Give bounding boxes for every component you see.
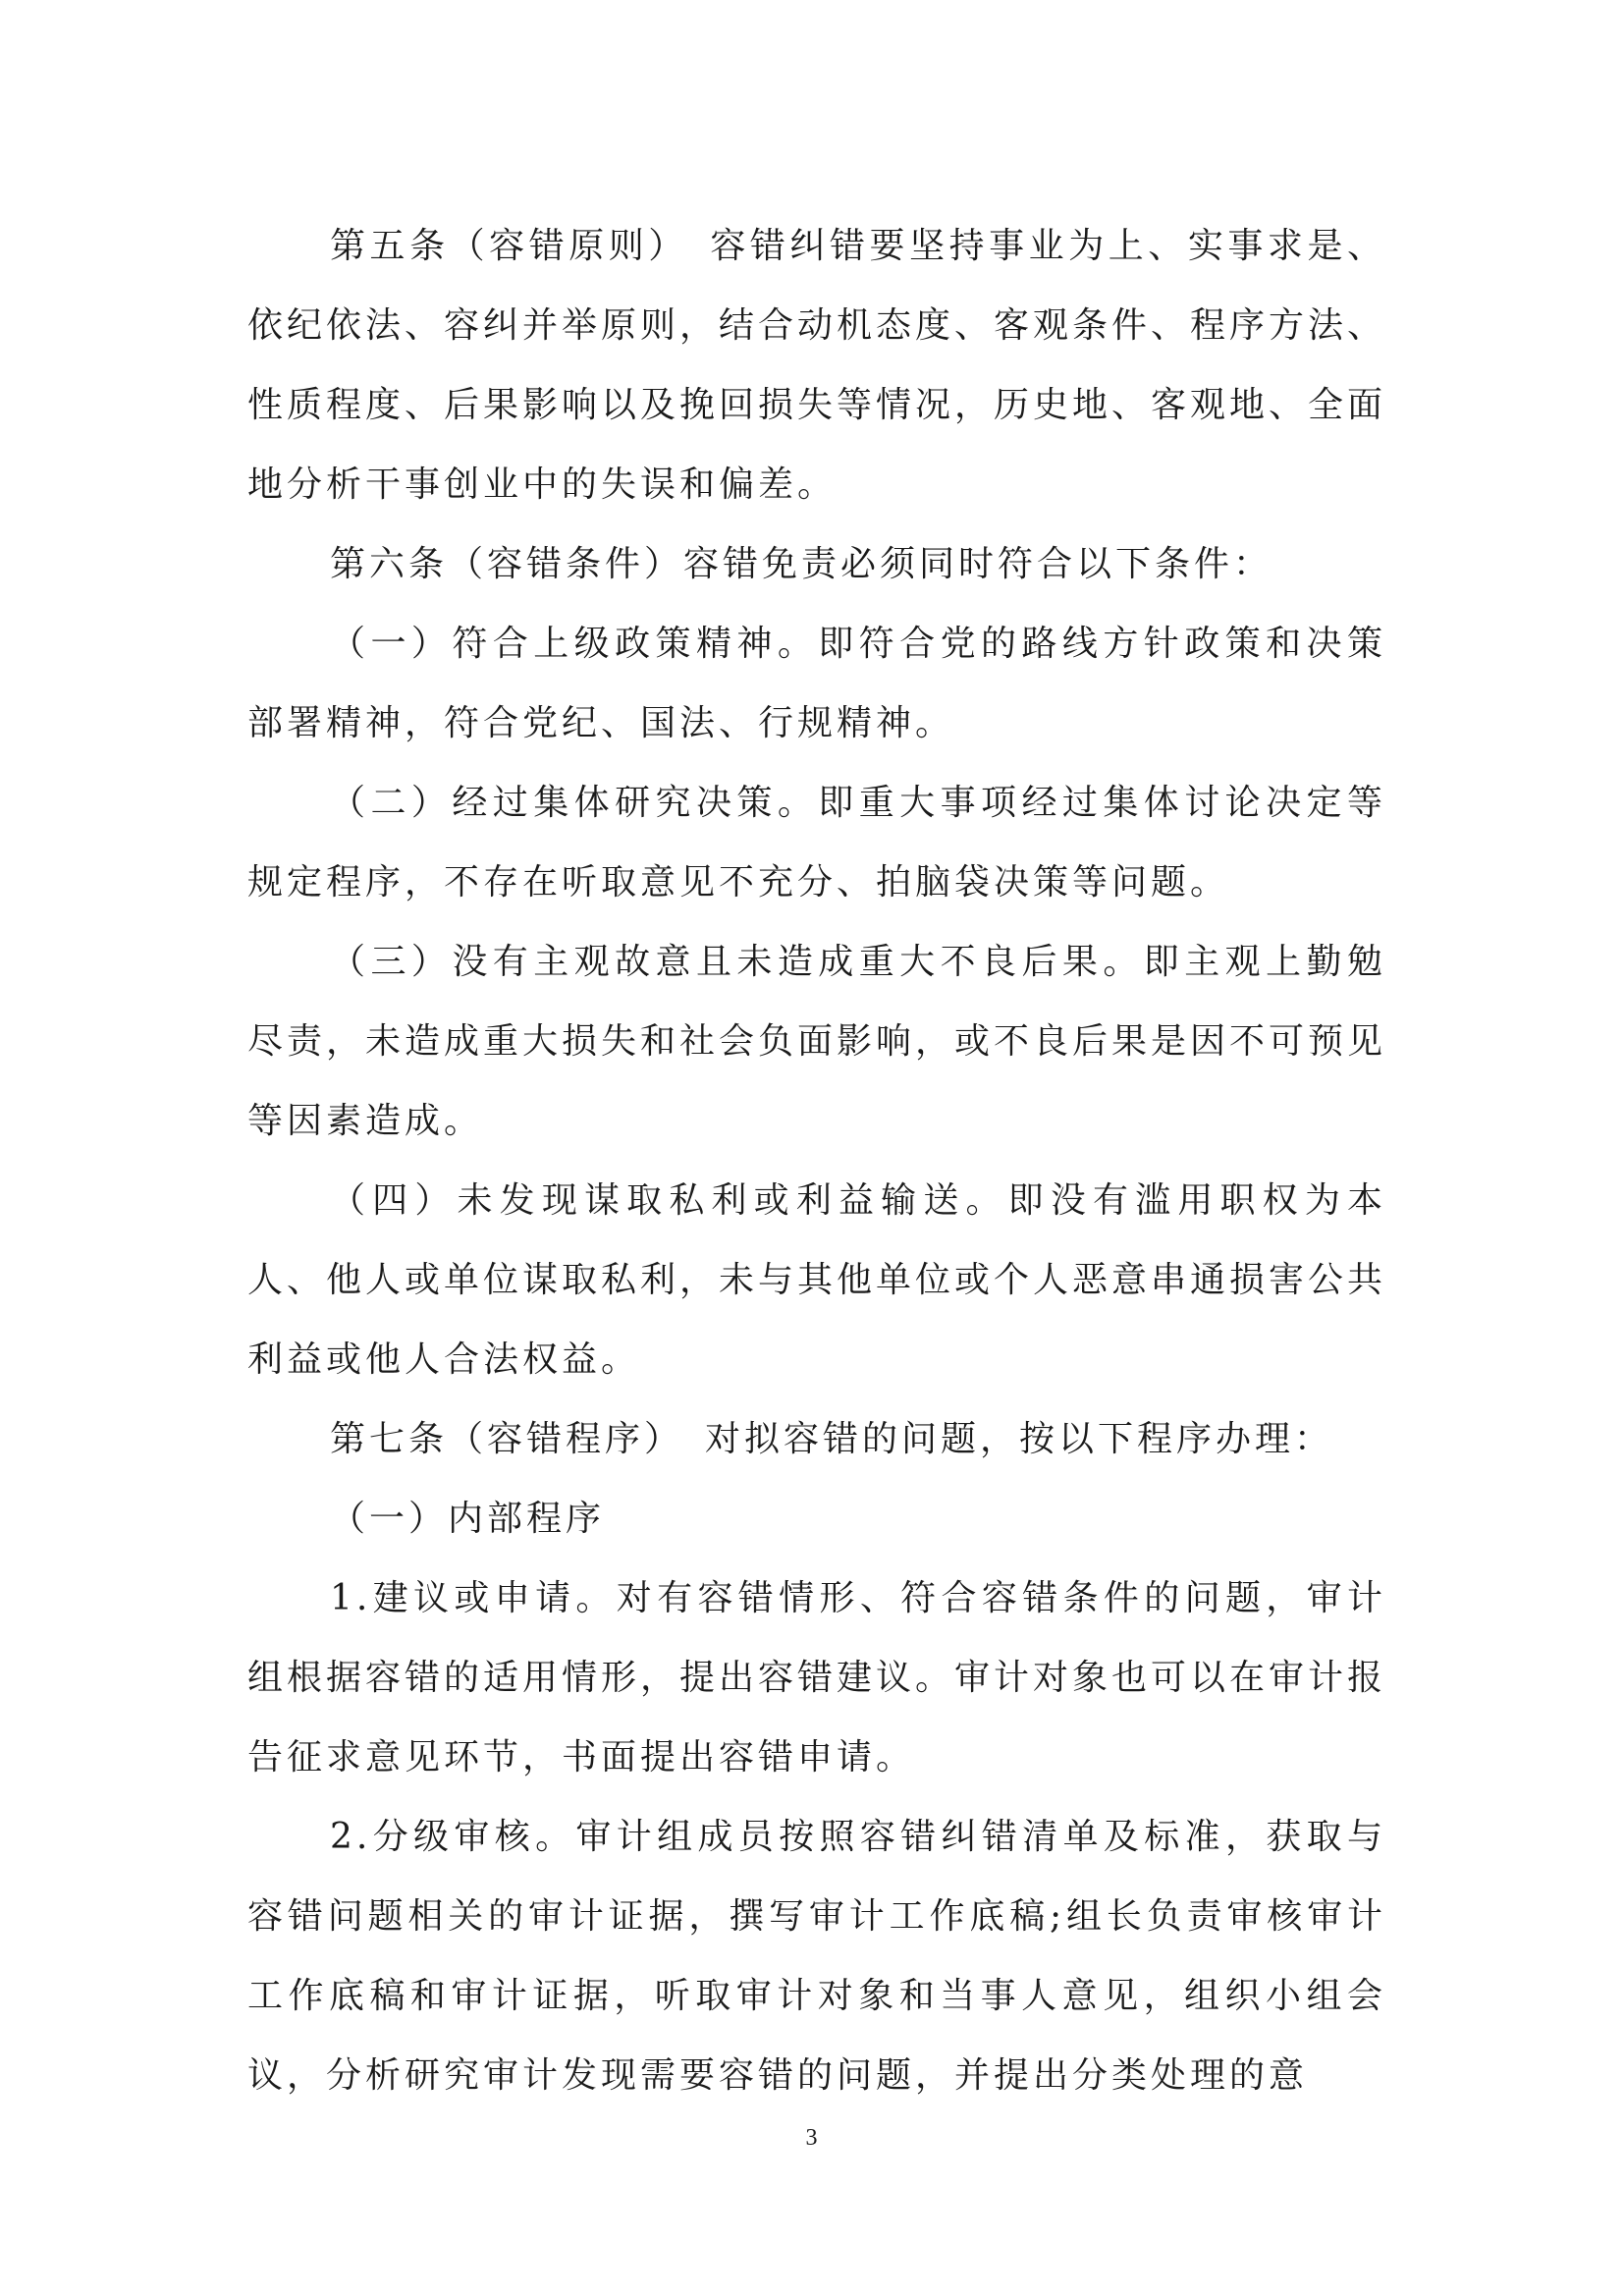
paragraph-condition-2: （二）经过集体研究决策。即重大事项经过集体讨论决定等规定程序，不存在听取意见不充分、拍脑袋决策等问题。	[247, 783, 1386, 902]
paragraph-condition-4: （四）未发现谋取私利或利益输送。即没有滥用职权为本人、他人或单位谋取私利，未与其他单位或个人恶意串通损害公共利益或他人合法权益。	[247, 1180, 1387, 1380]
paragraph-condition-3: （三）没有主观故意且未造成重大不良后果。即主观上勤勉尽责，未造成重大损失和社会负面影响，或不良后果是因不可预见等因素造成。	[247, 942, 1387, 1141]
paragraph-step-1: 1.建议或申请。对有容错情形、符合容错条件的问题，审计组根据容错的适用情形，提出容错建议。审计对象也可以在审计报告征求意见环节，书面提出容错申请。	[247, 1578, 1387, 1777]
paragraph-condition-1: （一）符合上级政策精神。即符合党的路线方针政策和决策部署精神，符合党纪、国法、行规精神。	[247, 624, 1386, 743]
paragraph-article-6: 第六条（容错条件）容错免责必须同时符合以下条件：	[330, 544, 1273, 584]
paragraph-article-7: 第七条（容错程序） 对拟容错的问题，按以下程序办理：	[330, 1419, 1334, 1459]
paragraph-article-5: 第五条（容错原则） 容错纠错要坚持事业为上、实事求是、依纪依法、容纠并举原则，结合动机态度、客观条件、程序方法、性质程度、后果影响以及挽回损失等情况，历史地、客观地、全面地分析干事创业中的失误和偏差。	[247, 226, 1387, 505]
paragraph-step-2: 2.分级审核。审计组成员按照容错纠错清单及标准，获取与容错问题相关的审计证据，撰写审计工作底稿;组长负责审核审计工作底稿和审计证据，听取审计对象和当事人意见，组织小组会议，分析研究审计发现需要容错的问题，并提出分类处理的意	[247, 1817, 1386, 2096]
document-body	[247, 206, 1386, 2115]
page-number: 3	[805, 2125, 818, 2151]
paragraph-internal-procedure: （一）内部程序	[330, 1499, 606, 1539]
